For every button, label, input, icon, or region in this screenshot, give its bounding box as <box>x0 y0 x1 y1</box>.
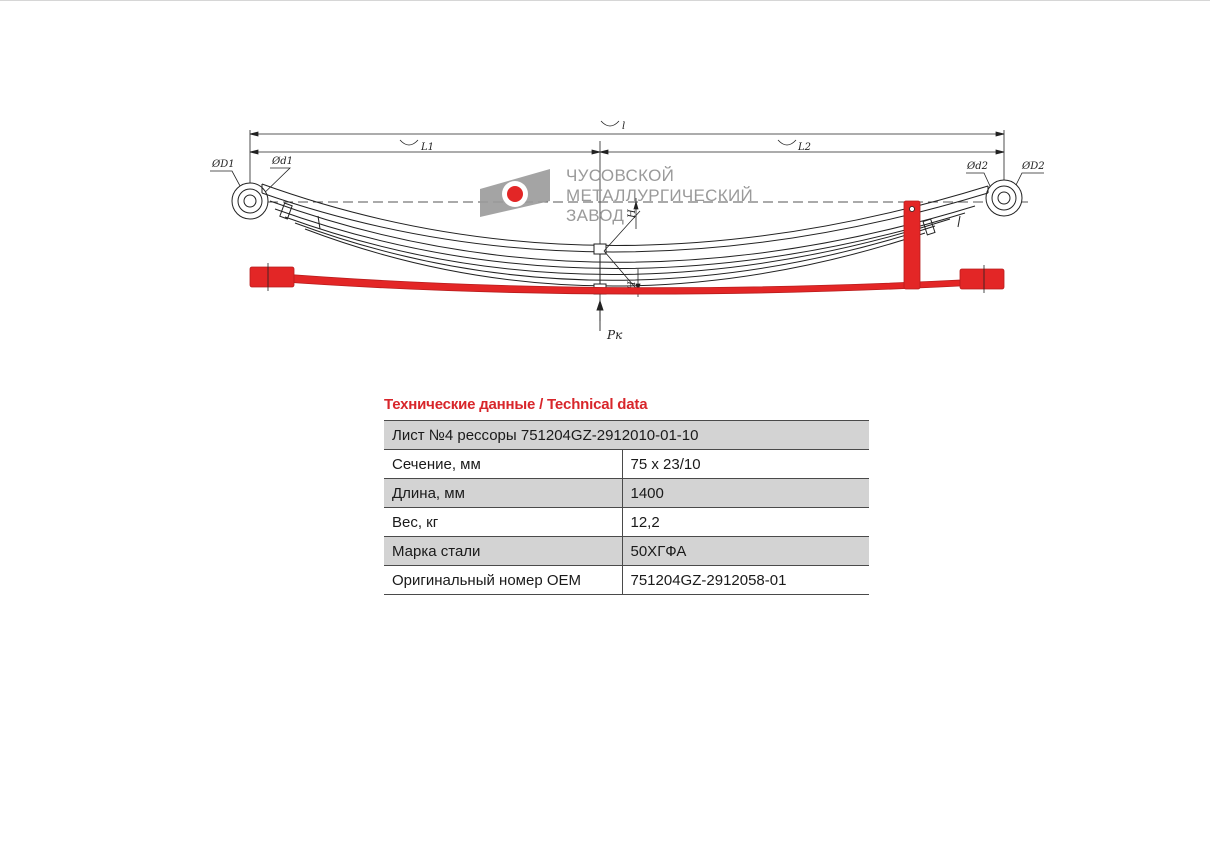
technical-data-table <box>384 420 869 595</box>
label-eye-inner-right: Ød2 <box>967 161 988 172</box>
row-value: 12,2 <box>622 508 869 537</box>
factory-logo <box>480 166 753 225</box>
label-height-upper: H <box>627 209 638 218</box>
table-header-cell: Лист №4 рессоры 751204GZ-2912010-01-10 <box>384 421 869 450</box>
row-label: Сечение, мм <box>384 450 622 479</box>
table-row <box>384 537 869 566</box>
label-eye-inner-left: Ød1 <box>272 156 293 167</box>
logo-line-2: МЕТАЛЛУРГИЧЕСКИЙ <box>566 186 753 205</box>
label-eye-outer-right: ØD2 <box>1022 161 1045 172</box>
technical-data-title: Технические данные / Technical data <box>384 396 648 413</box>
label-load: Pк <box>607 328 623 342</box>
logo-line-1: ЧУСОВСКОЙ <box>566 166 675 185</box>
label-eye-outer-left: ØD1 <box>212 159 235 170</box>
row-value: 75 x 23/10 <box>622 450 869 479</box>
row-label: Длина, мм <box>384 479 622 508</box>
leaf-spring-drawing <box>0 1 1210 361</box>
row-label: Вес, кг <box>384 508 622 537</box>
row-label: Марка стали <box>384 537 622 566</box>
table-header-row <box>384 421 869 450</box>
row-value: 50ХГФА <box>622 537 869 566</box>
logo-line-3: ЗАВОД <box>566 206 625 225</box>
label-total-length: l <box>622 121 626 132</box>
eye-right <box>986 180 1022 216</box>
label-height-lower: H <box>627 281 638 290</box>
table-row <box>384 566 869 595</box>
row-label: Оригинальный номер OEM <box>384 566 622 595</box>
table-row <box>384 479 869 508</box>
label-l1: L1 <box>421 142 435 153</box>
row-value: 1400 <box>622 479 869 508</box>
label-l2: L2 <box>798 142 812 153</box>
load-arrow <box>597 301 603 331</box>
eye-left <box>232 183 268 219</box>
row-value: 751204GZ-2912058-01 <box>622 566 869 595</box>
table-row <box>384 450 869 479</box>
table-row <box>384 508 869 537</box>
logo-mark-icon <box>480 169 550 217</box>
